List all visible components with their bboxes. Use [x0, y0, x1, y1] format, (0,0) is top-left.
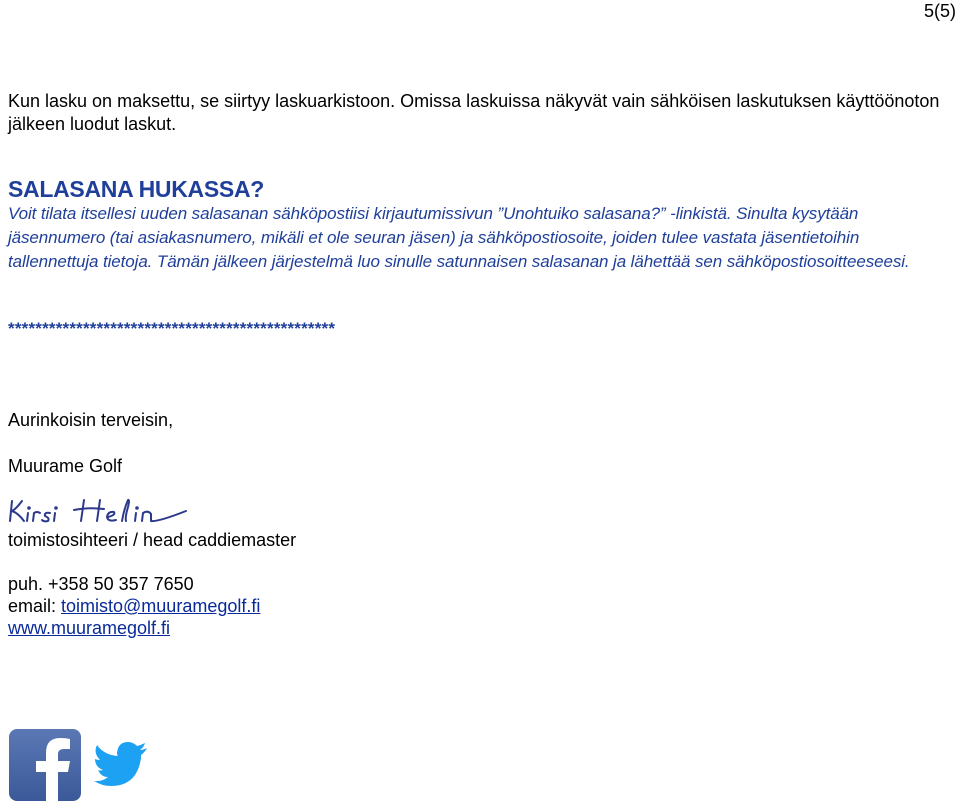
website-link[interactable]: www.muuramegolf.fi — [8, 618, 171, 638]
website-line — [8, 617, 948, 639]
email-line — [8, 595, 948, 617]
job-title: toimistosihteeri / head caddiemaster — [8, 530, 297, 550]
twitter-icon[interactable] — [94, 742, 148, 788]
social-links — [8, 728, 148, 802]
handwritten-signature — [8, 495, 948, 525]
password-instructions: Voit tilata itsellesi uuden salasanan sähköpostiisi kirjautumissivun ”Unohtuiko salasana?” -linkistä. Sinulta kysytään jäsennumero (tai asiakasnumero, mikäli et ole seuran jäsen) ja sähköpostiosoite, joiden tulee vastata jäsentietoihin tallennettuja tietoja. Tämän jälkeen järjestelmä luo sinulle satunnaisen salasanan ja lähettää sen sähköpostiosoitteeseesi. — [8, 204, 910, 271]
document-body — [8, 90, 948, 639]
phone-number: puh. +358 50 357 7650 — [8, 574, 194, 594]
page-number: 5(5) — [923, 1, 956, 21]
email-label: email: — [8, 596, 62, 616]
intro-paragraph: Kun lasku on maksettu, se siirtyy laskuarkistoon. Omissa laskuissa näkyvät vain sähköisen laskutuksen käyttöönoton jälkeen luodut laskut. — [8, 91, 940, 134]
club-name: Muurame Golf — [8, 456, 123, 476]
signature-icon — [8, 495, 188, 525]
password-heading: SALASANA HUKASSA? — [8, 176, 264, 202]
facebook-icon[interactable] — [8, 728, 82, 802]
asterisk-separator: ************************************************ — [8, 319, 336, 338]
greeting: Aurinkoisin terveisin, — [8, 410, 174, 430]
email-link[interactable]: toimisto@muuramegolf.fi — [61, 596, 261, 616]
